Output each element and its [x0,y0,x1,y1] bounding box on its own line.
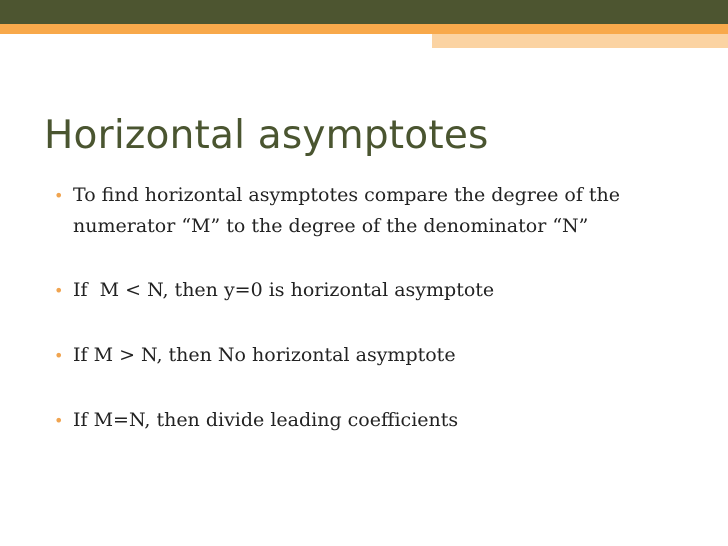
header-light-accent [432,34,728,48]
bullet-text: If M > N, then No horizontal asymptote [73,344,456,366]
bullet-text: To find horizontal asymptotes compare the degree of the numerator “M” to the degree of the denominator “N” [73,184,627,237]
bullet-text: If M=N, then divide leading coefficients [73,409,459,431]
bullet-item [56,340,706,371]
bullet-dot-icon: • [54,411,64,430]
bullet-item [56,180,706,242]
bullet-list [56,180,706,470]
bullet-item [56,405,706,436]
bullet-dot-icon: • [54,346,64,365]
bullet-dot-icon: • [54,281,64,300]
bullet-dot-icon: • [54,186,64,205]
header-dark-band [0,0,728,24]
bullet-item [56,275,706,306]
slide-title: Horizontal asymptotes [44,113,489,158]
header-accent-band [0,24,728,34]
bullet-text: If M < N, then y=0 is horizontal asymptote [73,279,495,301]
